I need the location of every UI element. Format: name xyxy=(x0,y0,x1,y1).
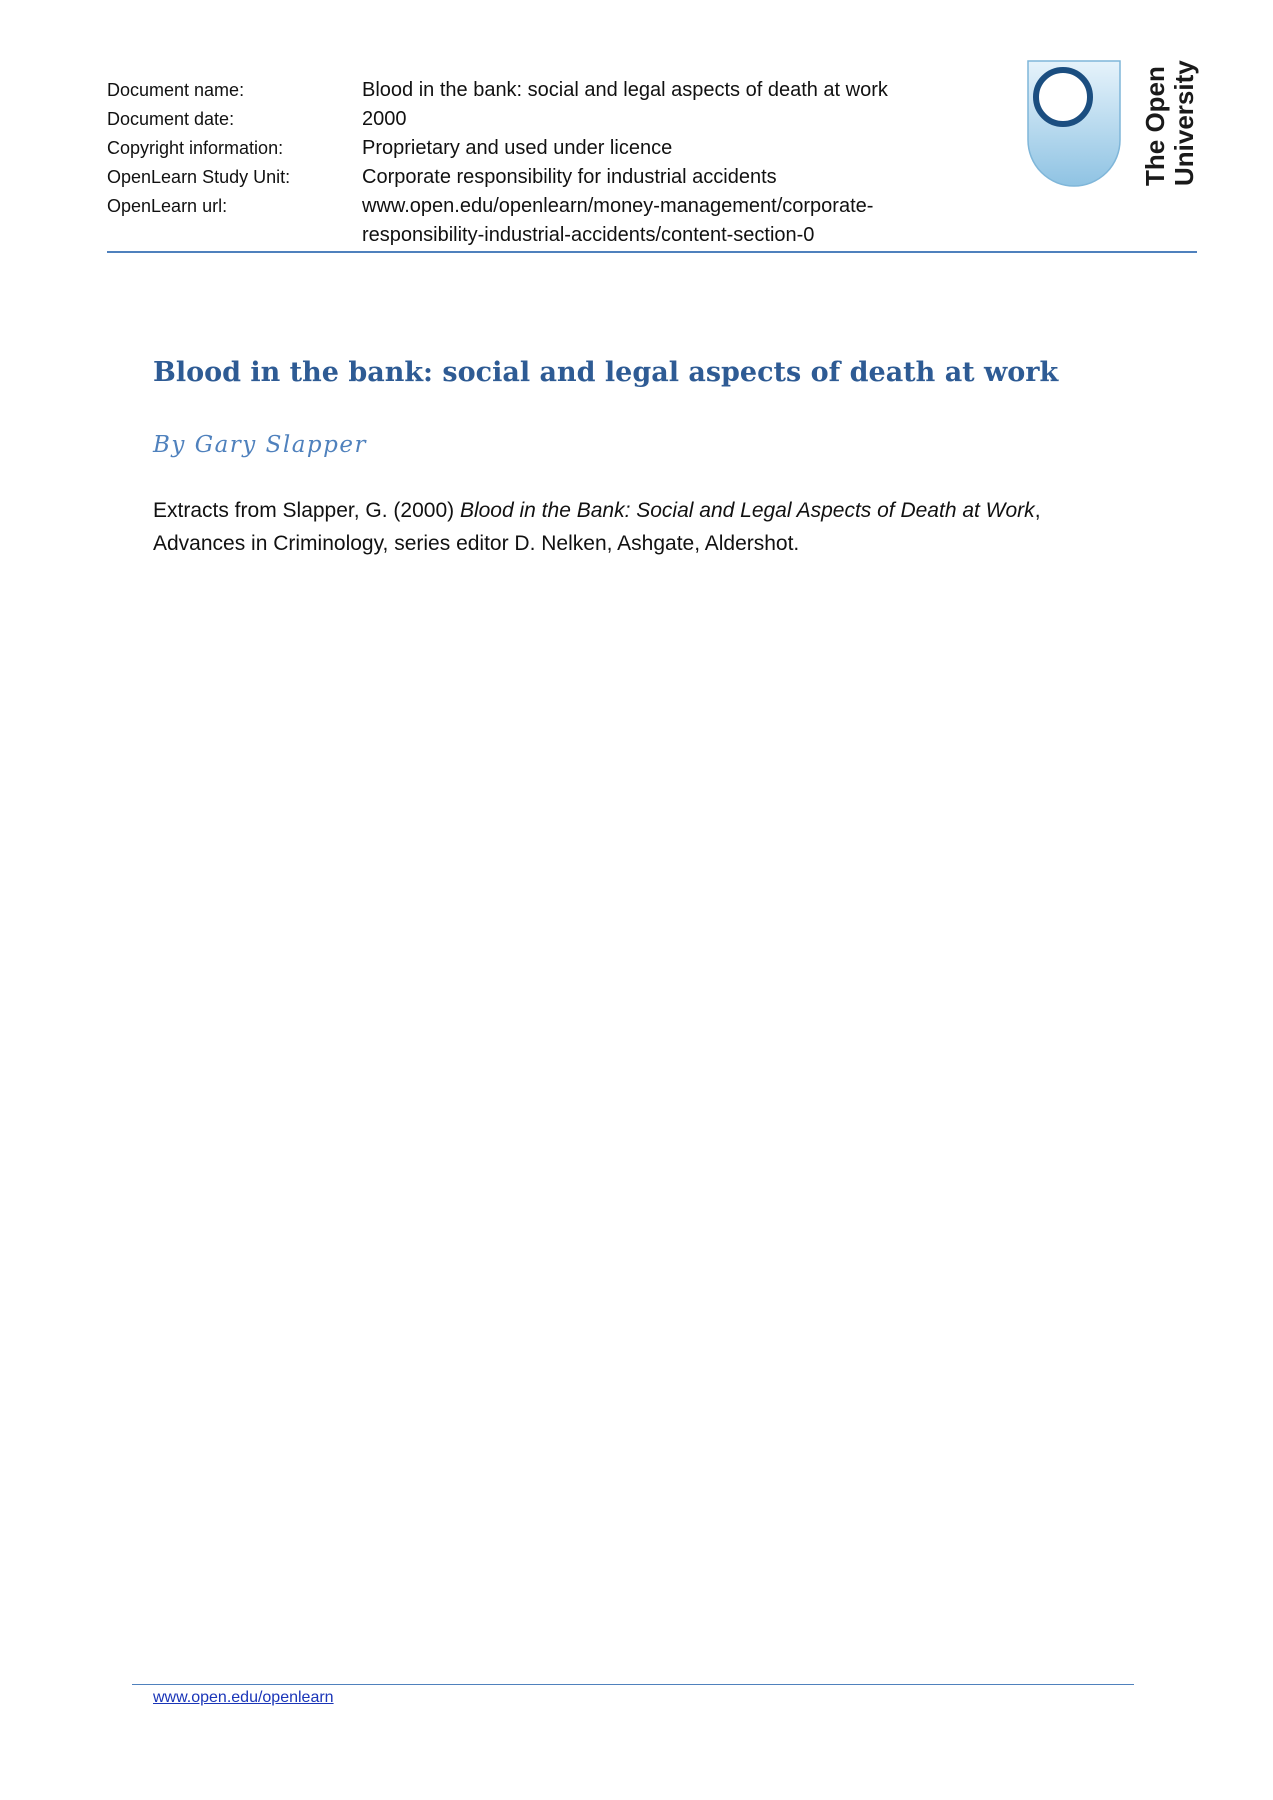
meta-row-document-date xyxy=(107,105,987,134)
author-byline: By Gary Slapper xyxy=(153,432,367,458)
meta-value: 2000 xyxy=(362,108,407,130)
citation-text-end: , Advances in Criminology, series editor D. Nelken, Ashgate, Aldershot. xyxy=(153,499,1041,555)
meta-value: Corporate responsibility for industrial accidents xyxy=(362,166,777,188)
ring-icon xyxy=(1036,70,1090,124)
meta-row-document-name xyxy=(107,76,987,105)
meta-value-url: www.open.edu/openlearn/money-management/corporate-responsibility-industrial-accidents/content-section-0 xyxy=(362,195,874,246)
document-metadata xyxy=(107,76,987,250)
document-title: Blood in the bank: social and legal aspects of death at work xyxy=(153,357,1059,388)
meta-value: Proprietary and used under licence xyxy=(362,137,673,159)
meta-row-study-unit xyxy=(107,163,987,192)
open-university-logo xyxy=(1024,58,1199,193)
meta-row-copyright xyxy=(107,134,987,163)
logo-text-line2: University xyxy=(1169,60,1199,186)
logo-text-line1: The Open xyxy=(1140,66,1170,186)
citation-book-title: Blood in the Bank: Social and Legal Aspects of Death at Work xyxy=(459,499,1035,522)
footer-divider xyxy=(132,1684,1134,1685)
meta-label: OpenLearn url: xyxy=(107,196,228,216)
meta-value: Blood in the bank: social and legal aspects of death at work xyxy=(362,79,888,101)
meta-label: OpenLearn Study Unit: xyxy=(107,167,291,187)
meta-label: Document date: xyxy=(107,109,235,129)
meta-label: Document name: xyxy=(107,80,245,100)
meta-label: Copyright information: xyxy=(107,138,284,158)
footer-openlearn-link[interactable]: www.open.edu/openlearn xyxy=(153,1689,334,1706)
header-divider xyxy=(107,251,1197,253)
meta-row-url xyxy=(107,192,987,250)
citation-text-start: Extracts from Slapper, G. (2000) xyxy=(153,499,460,522)
citation-paragraph xyxy=(153,494,1093,560)
